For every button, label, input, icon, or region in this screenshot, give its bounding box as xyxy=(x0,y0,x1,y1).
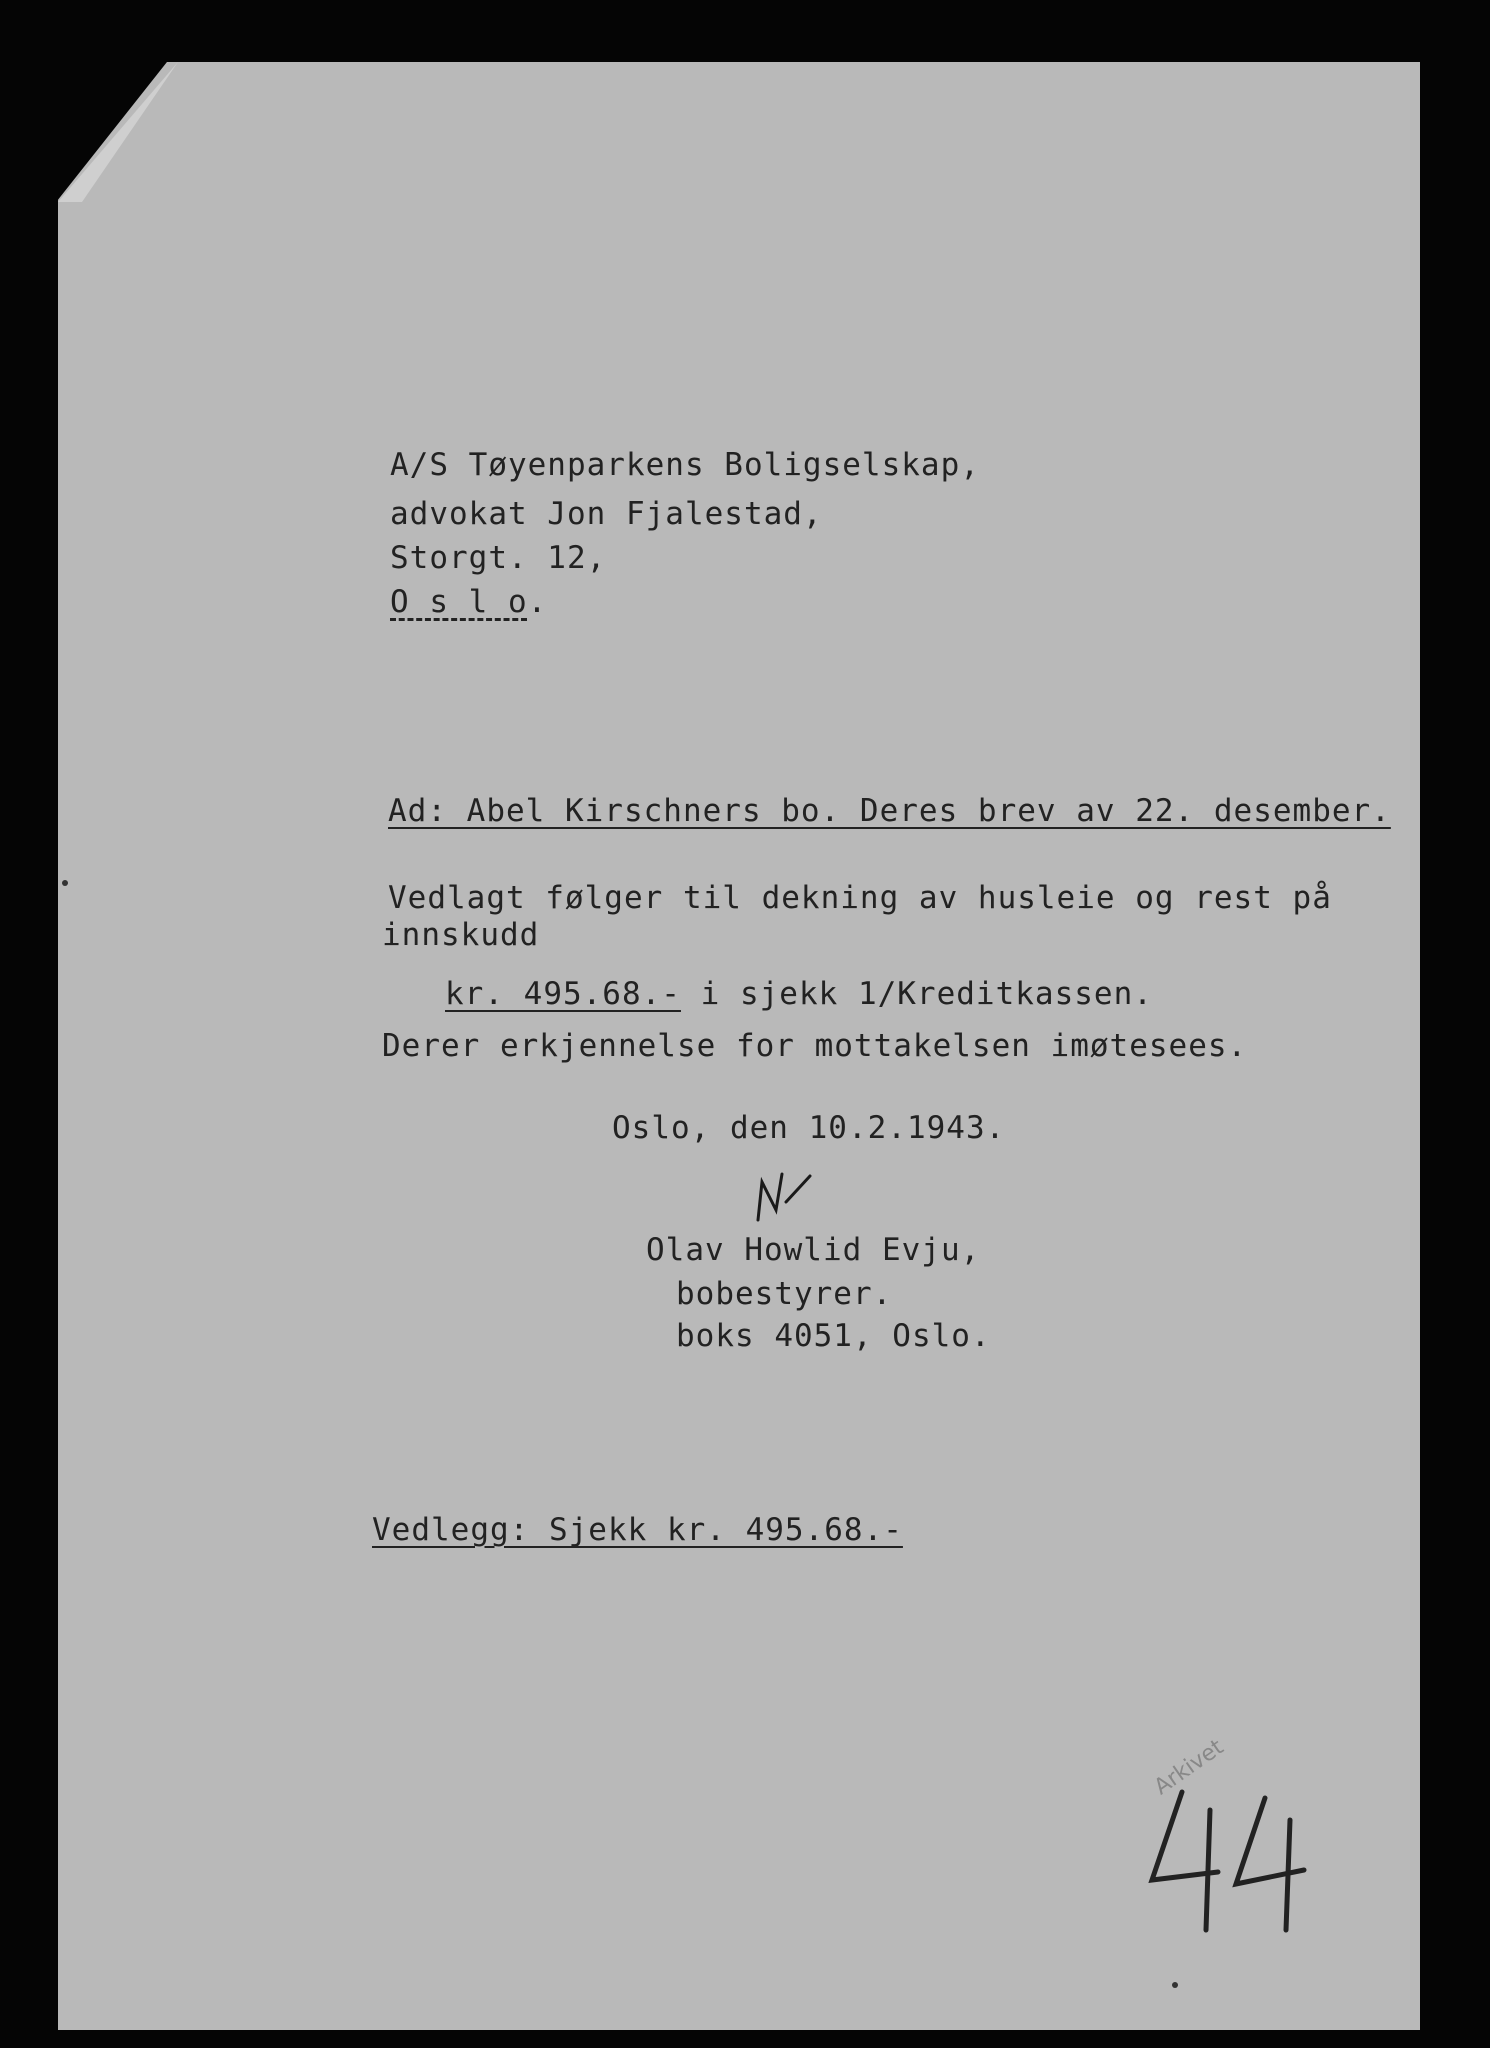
signer-name: Olav Howlid Evju, xyxy=(646,1232,981,1268)
speck xyxy=(1172,1982,1178,1988)
amount-value: kr. 495.68.- xyxy=(445,976,681,1012)
date-line: Oslo, den 10.2.1943. xyxy=(612,1110,1006,1146)
archive-stamp: Arkivet xyxy=(1149,1734,1229,1801)
body-line-1: Vedlagt følger til dekning av husleie og rest på xyxy=(388,880,1332,916)
body-line-2: innskudd xyxy=(382,917,540,953)
address-line-1: A/S Tøyenparkens Boligselskap, xyxy=(390,447,980,483)
address-line-2: advokat Jon Fjalestad, xyxy=(390,496,823,532)
address-line-3: Storgt. 12, xyxy=(390,540,607,576)
signer-title: bobestyrer. xyxy=(676,1276,893,1312)
amount-rest: i sjekk 1/Kreditkassen. xyxy=(680,976,1153,1012)
initials-signature xyxy=(752,1168,822,1228)
subject-line: Ad: Abel Kirschners bo. Deres brev av 22. desember. xyxy=(388,793,1391,829)
body-line-4: Derer erkjennelse for mottakelsen imøtesees. xyxy=(382,1028,1248,1064)
handwritten-page-number xyxy=(1140,1780,1320,1940)
address-line-4 xyxy=(390,584,547,620)
amount-line xyxy=(445,976,1153,1012)
speck xyxy=(62,880,68,886)
address-city-dot: . xyxy=(527,584,548,620)
signer-address: boks 4051, Oslo. xyxy=(676,1318,991,1354)
address-city: O s l o xyxy=(390,584,528,620)
enclosure-line: Vedlegg: Sjekk kr. 495.68.- xyxy=(372,1512,903,1548)
